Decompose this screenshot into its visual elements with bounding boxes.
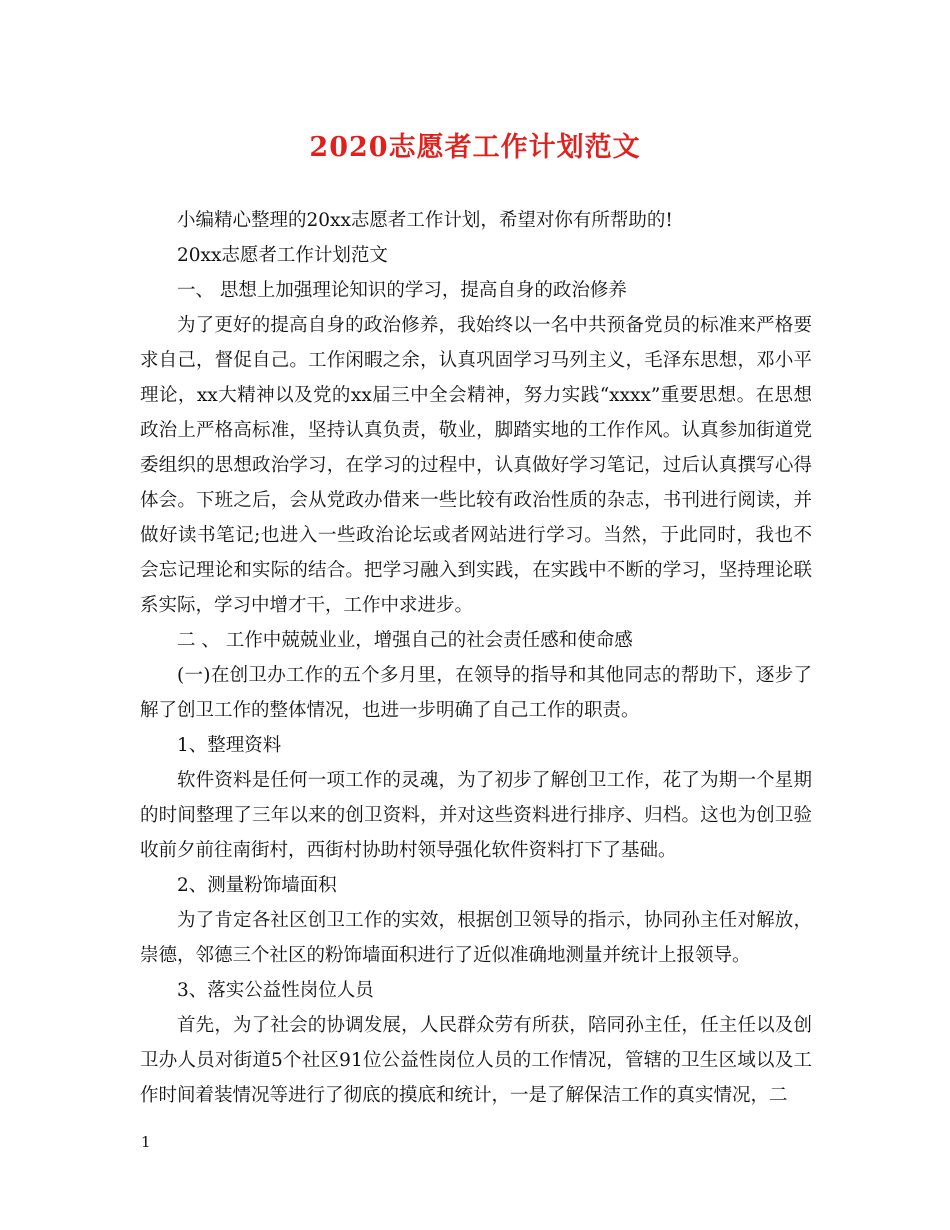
intro-paragraph: 小编精心整理的20xx志愿者工作计划，希望对你有所帮助的! xyxy=(177,210,673,231)
body-paragraph: 首先，为了社会的协调发展，人民群众劳有所获，陪同孙主任，任主任以及创卫办人员对街道5个社区91位公益性岗位人员的工作情况，管辖的卫生区域以及工作时间着装情况等进行了彻底的摸底和统计，一是了解保洁工作的真实情况，二 xyxy=(140,1015,812,1106)
subsection-heading-3: 3、落实公益性岗位人员 xyxy=(177,980,374,1001)
page-number: 1 xyxy=(141,1133,151,1151)
section-heading-1: 一、 思想上加强理论知识的学习，提高自身的政治修养 xyxy=(177,280,627,301)
body-paragraph: 软件资料是任何一项工作的灵魂，为了初步了解创卫工作，花了为期一个星期的时间整理了三年以来的创卫资料，并对这些资料进行排序、归档。这也为创卫验收前夕前往南街村，西街村协助村领导强化软件资料打下了基础。 xyxy=(140,770,812,861)
subsection-heading-1: 1、整理资料 xyxy=(177,735,282,756)
document-body xyxy=(140,203,812,1113)
body-paragraph: 为了肯定各社区创卫工作的实效，根据创卫领导的指示，协同孙主任对解放，崇德，邻德三个社区的粉饰墙面积进行了近似准确地测量并统计上报领导。 xyxy=(140,910,812,966)
section-heading-2: 二 、 工作中兢兢业业，增强自己的社会责任感和使命感 xyxy=(177,630,633,651)
subsection-heading-2: 2、测量粉饰墙面积 xyxy=(177,875,337,896)
subtitle-paragraph: 20xx志愿者工作计划范文 xyxy=(177,245,388,266)
document-title: 2020志愿者工作计划范文 xyxy=(309,132,641,163)
body-paragraph: (一)在创卫办工作的五个多月里，在领导的指导和其他同志的帮助下，逐步了解了创卫工作的整体情况，也进一步明确了自己工作的职责。 xyxy=(140,665,812,721)
body-paragraph: 为了更好的提高自身的政治修养，我始终以一名中共预备党员的标准来严格要求自己，督促自己。工作闲暇之余，认真巩固学习马列主义，毛泽东思想，邓小平理论，xx大精神以及党的xx届三中全会精神，努力实践“xxxx”重要思想。在思想政治上严格高标准，坚持认真负责，敬业，脚踏实地的工作作风。认真参加街道党委组织的思想政治学习，在学习的过程中，认真做好学习笔记，过后认真撰写心得体会。下班之后，会从党政办借来一些比较有政治性质的杂志，书刊进行阅读，并做好读书笔记;也进入一些政治论坛或者网站进行学习。当然，于此同时，我也不会忘记理论和实际的结合。把学习融入到实践，在实践中不断的学习，坚持理论联系实际，学习中增才干，工作中求进步。 xyxy=(140,315,812,616)
